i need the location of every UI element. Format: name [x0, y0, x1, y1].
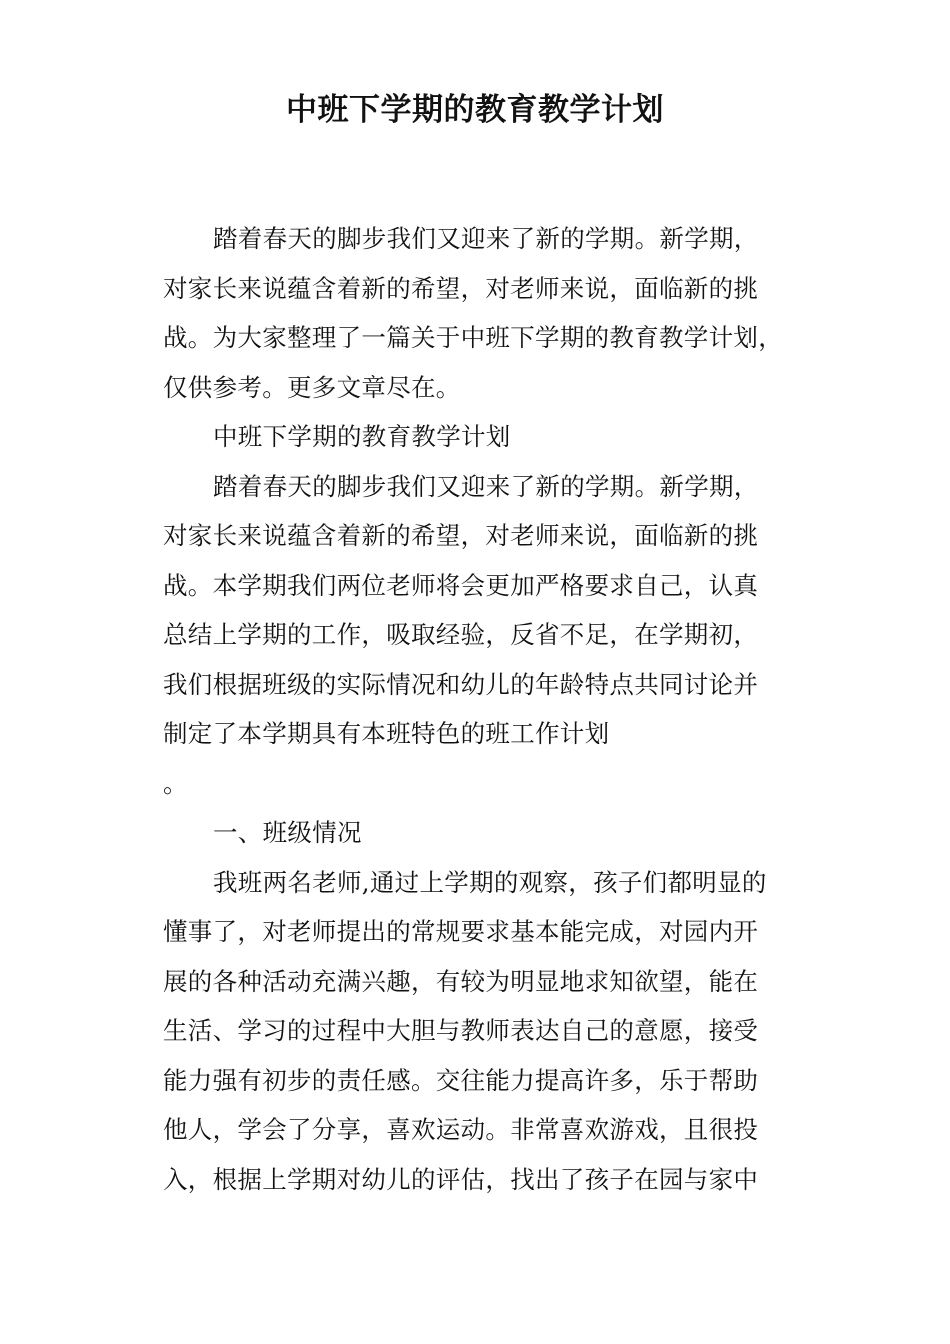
text-line: 我班两名老师,通过上学期的观察，孩子们都明显的: [213, 867, 767, 897]
text-line: 踏着春天的脚步我们又迎来了新的学期。新学期，: [213, 471, 759, 501]
text-line: 能力强有初步的责任感。交往能力提高许多，乐于帮助: [163, 1065, 759, 1095]
text-line: 踏着春天的脚步我们又迎来了新的学期。新学期，: [213, 224, 759, 253]
text-line: 总结上学期的工作，吸取经验，反省不足，在学期初，: [163, 620, 759, 649]
text-line: 战。为大家整理了一篇关于中班下学期的教育教学计划，: [163, 323, 783, 352]
document-body: [163, 214, 789, 1204]
text-line: 一、班级情况: [213, 818, 362, 847]
text-line: 他人，学会了分享，喜欢运动。非常喜欢游戏，且很投: [163, 1115, 759, 1144]
text-line: 战。本学期我们两位老师将会更加严格要求自己，认真: [163, 570, 759, 600]
text-line: 生活、学习的过程中大胆与教师表达自己的意愿，接受: [163, 1016, 759, 1045]
text-line: 。: [163, 768, 188, 798]
text-line: 对家长来说蕴含着新的希望，对老师来说，面临新的挑: [163, 521, 759, 550]
text-line: 中班下学期的教育教学计划: [213, 422, 511, 451]
text-line: 懂事了，对老师提出的常规要求基本能完成，对园内开: [163, 917, 759, 946]
text-line: 我们根据班级的实际情况和幼儿的年龄特点共同讨论并: [163, 669, 759, 699]
text-line: 仅供参考。更多文章尽在。: [163, 372, 461, 402]
text-line: 制定了本学期具有本班特色的班工作计划: [163, 719, 610, 748]
text-line: 对家长来说蕴含着新的希望，对老师来说，面临新的挑: [163, 273, 759, 303]
text-line: 入，根据上学期对幼儿的评估，找出了孩子在园与家中: [163, 1164, 759, 1194]
text-line: 展的各种活动充满兴趣，有较为明显地求知欲望，能在: [163, 966, 759, 996]
document-title: 中班下学期的教育教学计划: [286, 92, 664, 128]
